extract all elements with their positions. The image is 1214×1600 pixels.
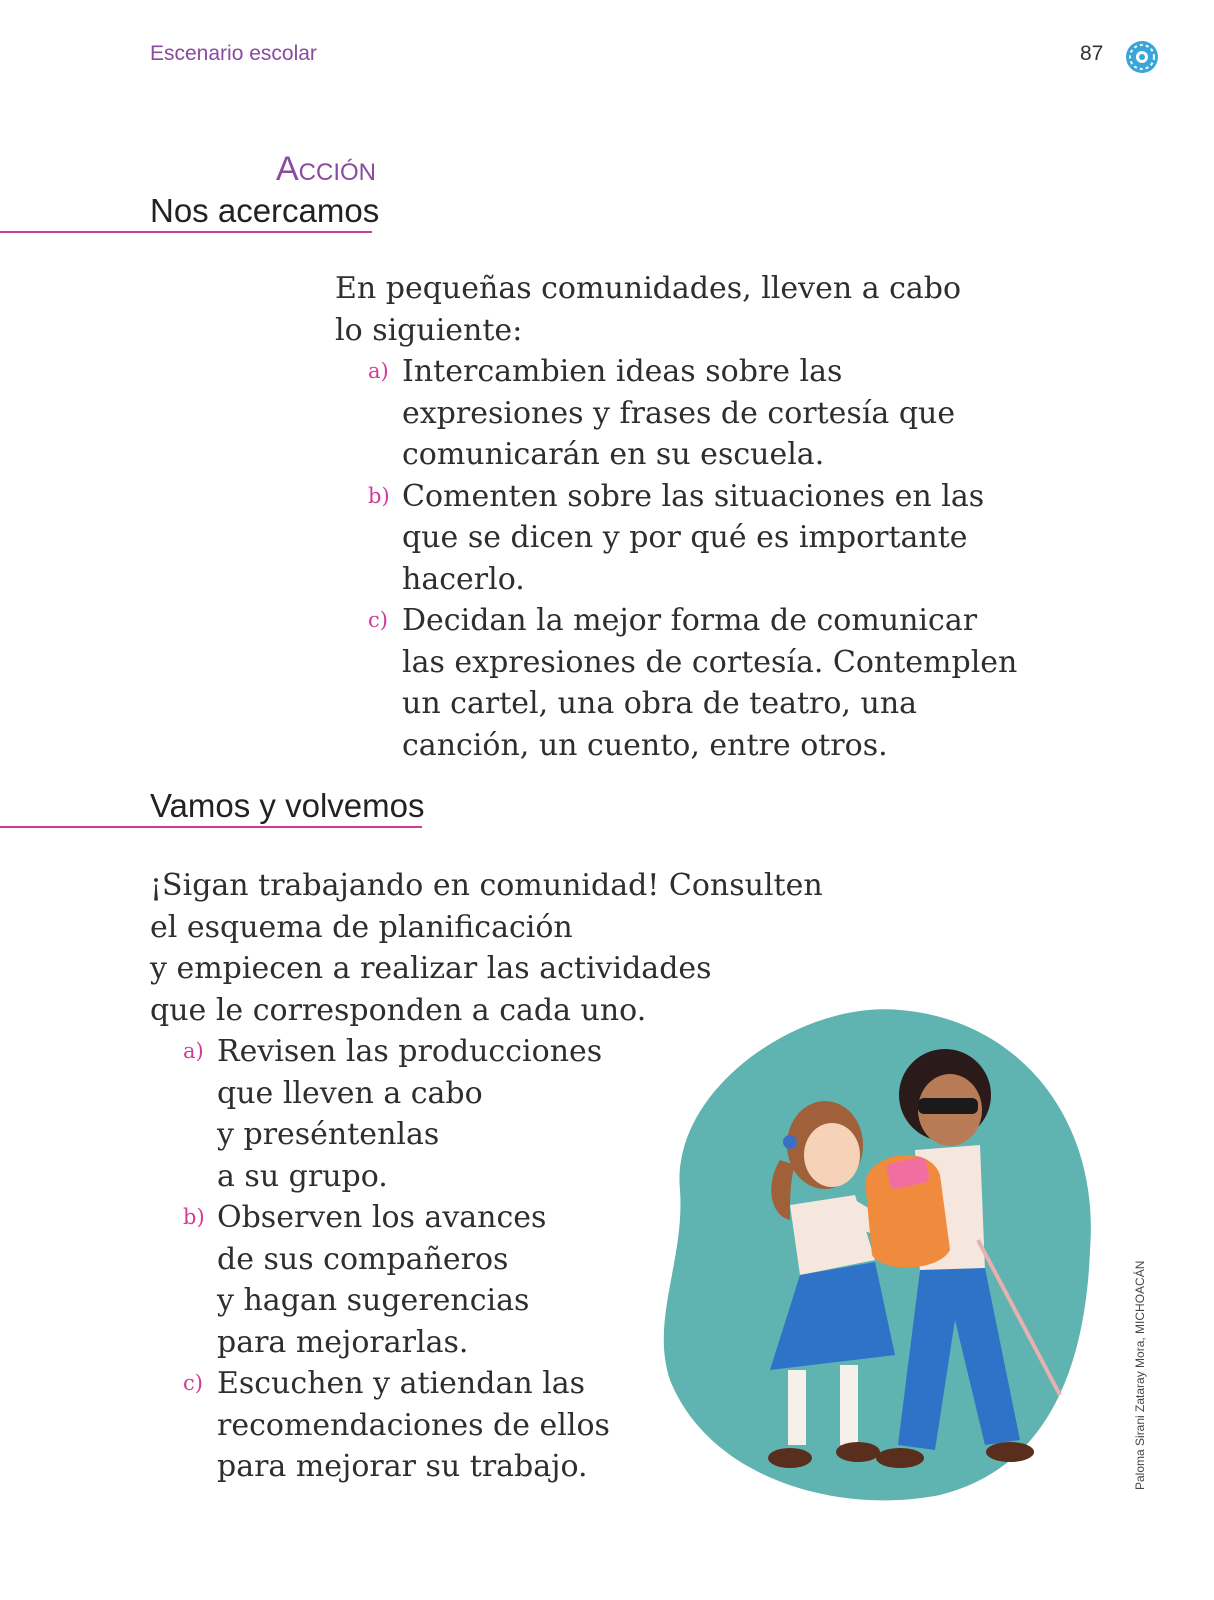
- text-line: Comenten sobre las situaciones en las: [402, 478, 985, 514]
- text-line: y preséntenlas: [217, 1117, 440, 1152]
- text-line: Revisen las producciones: [217, 1034, 603, 1069]
- text-line: En pequeñas comunidades, lleven a cabo: [335, 271, 962, 306]
- text-line: recomendaciones de ellos: [217, 1407, 610, 1443]
- text-line: y hagan sugerencias: [217, 1283, 530, 1318]
- text-line: comunicarán en su escuela.: [402, 437, 825, 472]
- list-marker: b): [183, 1205, 205, 1229]
- list-item: [183, 1031, 647, 1197]
- text-line: lo siguiente:: [335, 312, 523, 348]
- list-item: [368, 476, 1042, 601]
- list-item: [183, 1363, 647, 1488]
- text-line: las expresiones de cortesía. Contemplen: [402, 644, 1018, 680]
- illustration-credit: Paloma Sirani Zataray Mora, MICHOACÁN: [1133, 1260, 1147, 1490]
- list-vamos-y-volvemos: [183, 1031, 647, 1488]
- list-marker: a): [368, 359, 389, 383]
- page-badge-icon: [1125, 40, 1159, 74]
- text-line: que se dicen y por qué es importante: [402, 520, 968, 555]
- list-nos-acercamos: [368, 351, 1042, 766]
- text-line: Intercambien ideas sobre las: [402, 354, 843, 389]
- list-item: [368, 600, 1042, 766]
- section-label: Acción: [275, 150, 376, 188]
- text-line: Decidan la mejor forma de comunicar: [402, 603, 978, 638]
- text-line: ¡Sigan trabajando en comunidad! Consulten: [150, 868, 823, 903]
- children-illustration: [640, 1000, 1100, 1510]
- text-line: para mejorar su trabajo.: [217, 1449, 588, 1484]
- intro-paragraph: [335, 268, 1035, 351]
- list-marker: b): [368, 483, 390, 508]
- list-marker: c): [183, 1371, 203, 1395]
- text-line: para mejorarlas.: [217, 1324, 469, 1360]
- list-marker: a): [183, 1039, 204, 1063]
- text-line: a su grupo.: [217, 1158, 388, 1194]
- text-line: que le corresponden a cada uno.: [150, 992, 647, 1028]
- heading-rule: [0, 826, 422, 828]
- text-line: un cartel, una obra de teatro, una: [402, 686, 918, 721]
- text-line: hacerlo.: [402, 561, 525, 597]
- text-line: que lleven a cabo: [217, 1075, 483, 1111]
- heading-nos-acercamos: Nos acercamos: [150, 192, 380, 229]
- list-item: [368, 351, 1042, 476]
- text-line: y empiecen a realizar las actividades: [150, 951, 712, 986]
- page-number: 87: [1080, 42, 1104, 65]
- text-line: canción, un cuento, entre otros.: [402, 727, 888, 763]
- text-line: el esquema de planificación: [150, 909, 573, 945]
- backpack-icon: [865, 1155, 950, 1268]
- running-header: Escenario escolar: [150, 42, 317, 65]
- list-item: [183, 1197, 647, 1363]
- heading-vamos-y-volvemos: Vamos y volvemos: [150, 787, 425, 824]
- heading-rule: [0, 231, 372, 233]
- text-line: Escuchen y atiendan las: [217, 1366, 586, 1401]
- text-line: expresiones y frases de cortesía que: [402, 395, 956, 431]
- text-line: Observen los avances: [217, 1200, 547, 1235]
- list-marker: c): [368, 608, 388, 632]
- text-line: de sus compañeros: [217, 1241, 509, 1277]
